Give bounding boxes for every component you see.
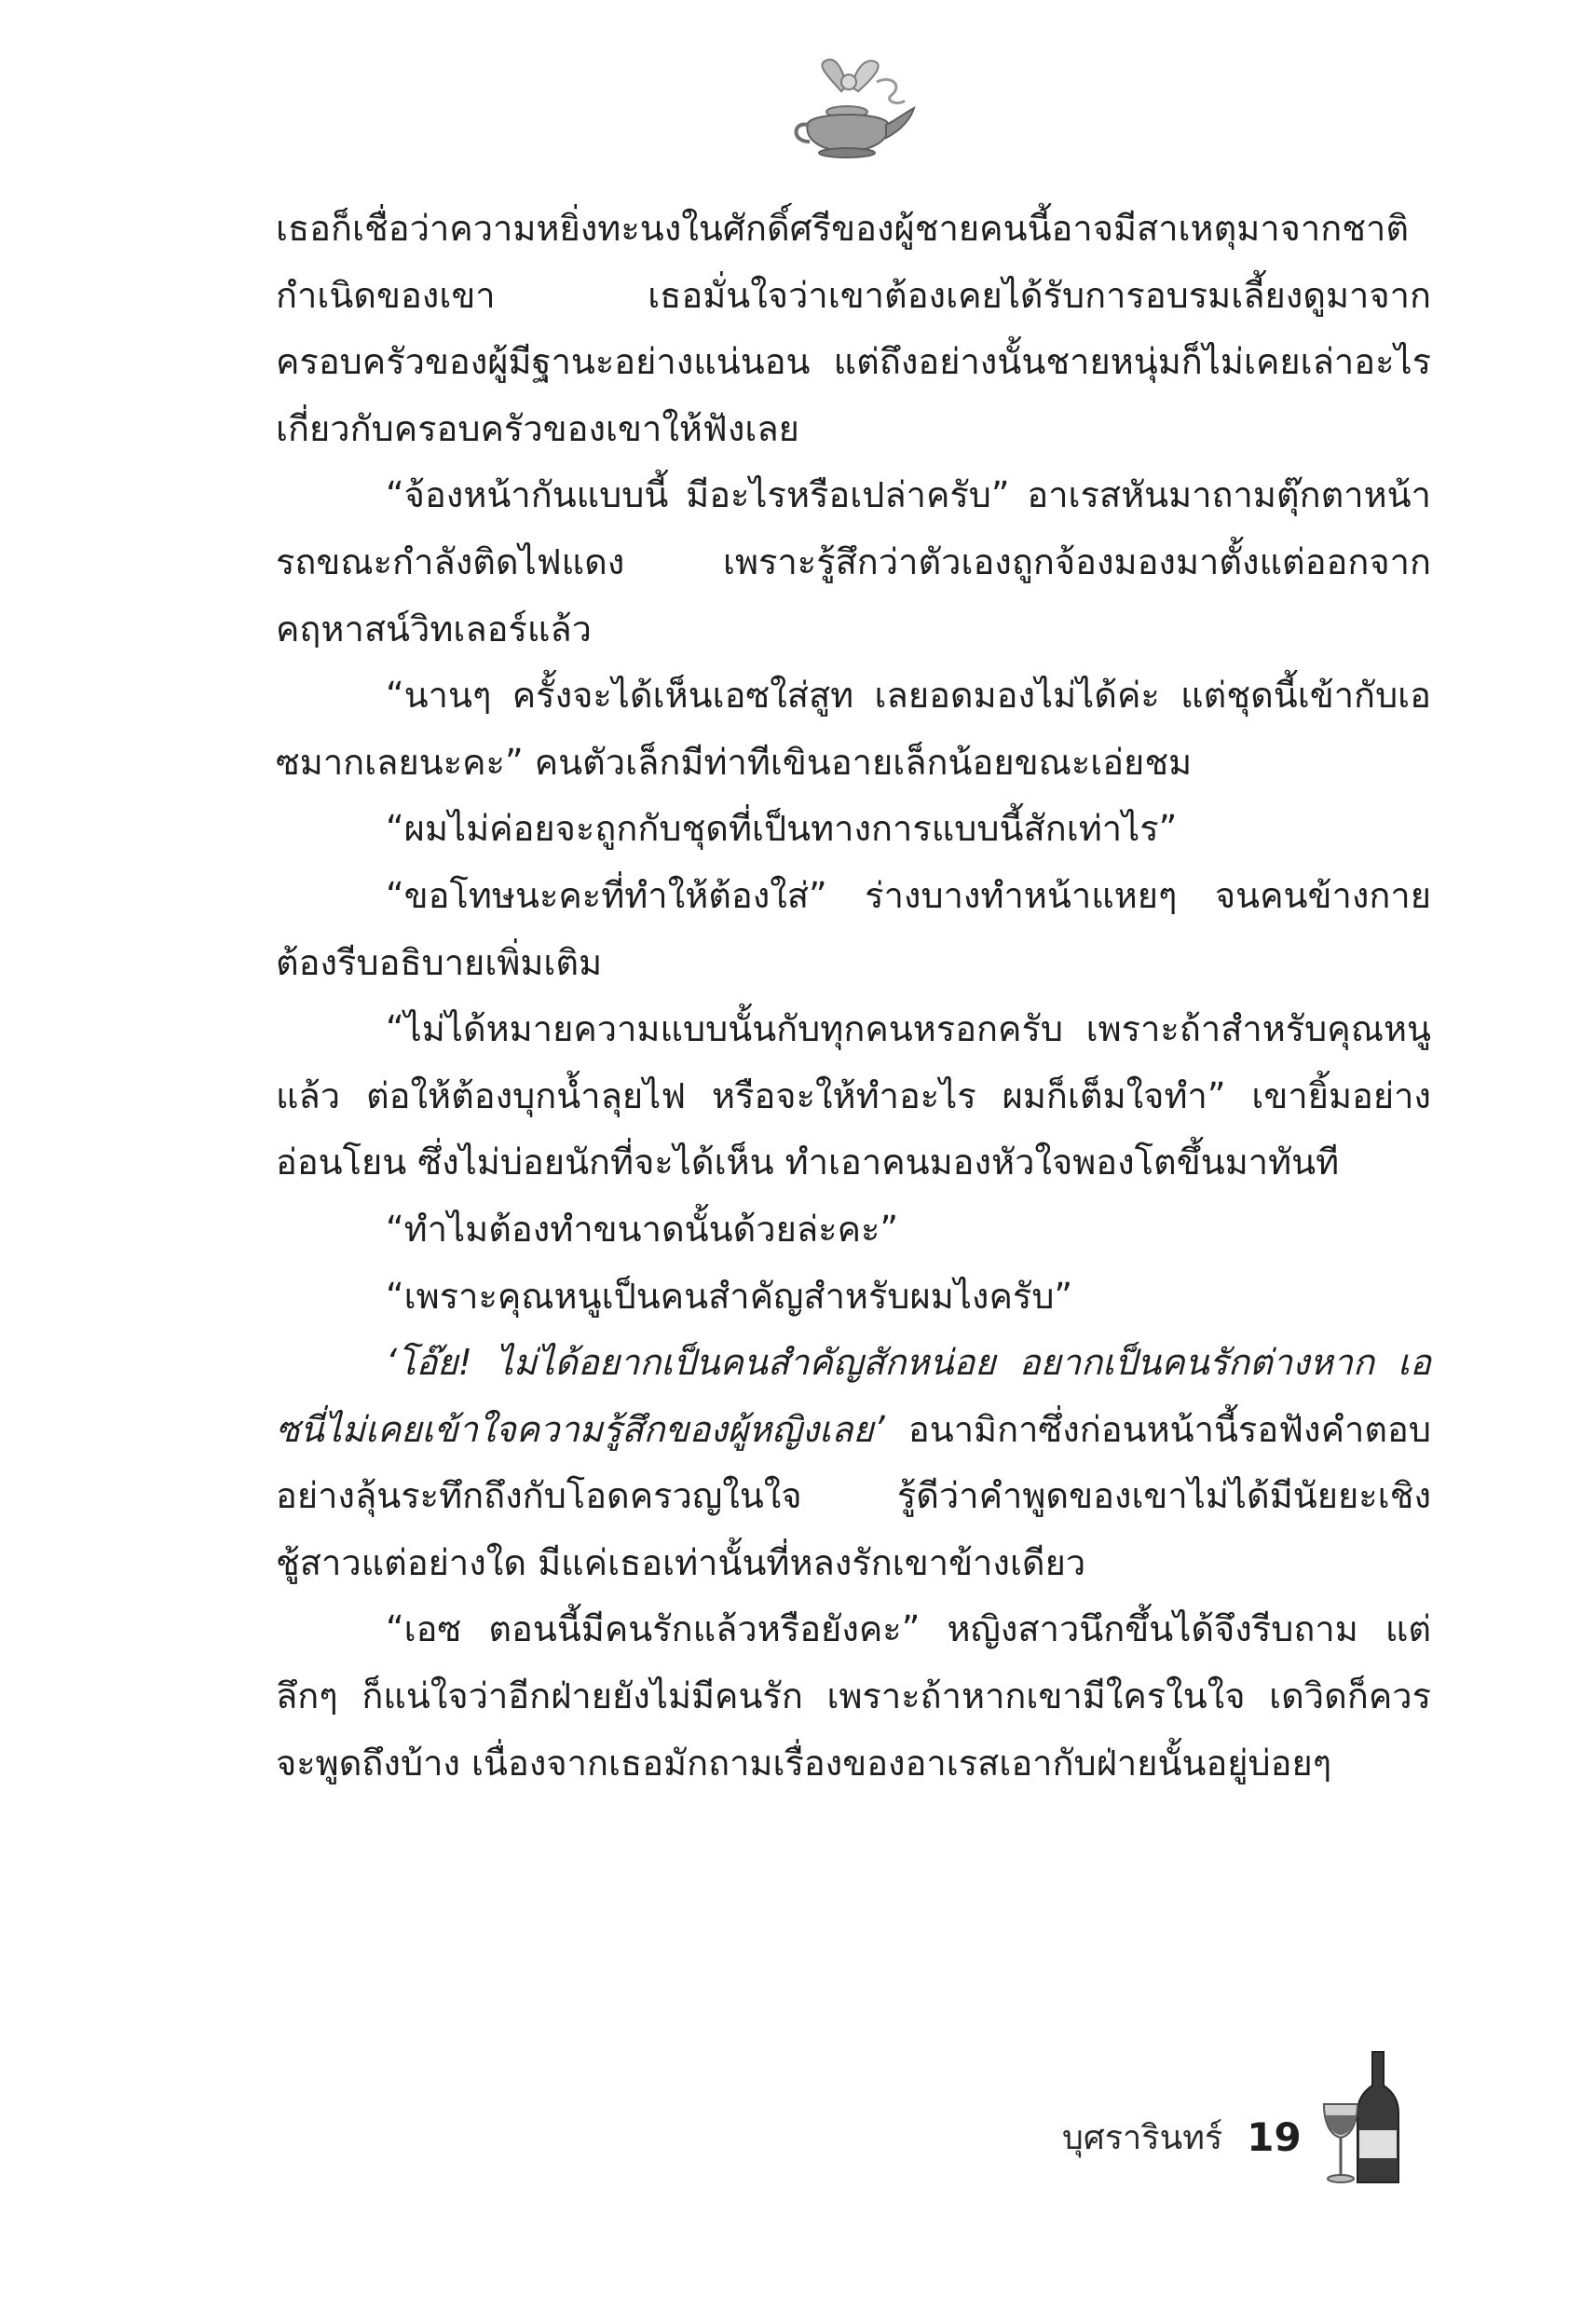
paragraph [276,1197,1431,1264]
paragraph [276,863,1431,996]
wine-bottle-glass-icon [1320,2048,1404,2188]
paragraph [276,663,1431,796]
paragraph-text: “เอซ ตอนนี้มีคนรักแล้วหรือยังคะ” หญิงสาวนึกขึ้นได้จึงรีบถาม แต่ลึกๆ ก็แน่ใจว่าอีกฝ่ายยังไม่มีคนรัก เพราะถ้าหากเขามีใครในใจ เดวิดก็ควรจะพูดถึงบ้าง เนื่องจากเธอมักถามเรื่องของอาเรสเอากับฝ่ายนั้นอยู่บ่อยๆ [276,1608,1431,1784]
italic-thought-text: ‘โอ๊ย! ไม่ได้อยากเป็นคนสำคัญสักหน่อย อยากเป็นคนรักต่างหาก เอซนี่ไม่เคยเข้าใจความรู้สึกของผู้หญิงเลย’ [276,1342,1431,1450]
paragraph-text: “ไม่ได้หมายความแบบนั้นกับทุกคนหรอกครับ เพราะถ้าสำหรับคุณหนูแล้ว ต่อให้ต้องบุกน้ำลุยไฟ หรือจะให้ทำอะไร ผมก็เต็มใจทำ” เขายิ้มอย่างอ่อนโยน ซึ่งไม่บ่อยนักที่จะได้เห็น ทำเอาคนมองหัวใจพองโตขึ้นมาทันที [276,1008,1431,1183]
paragraph [276,196,1431,462]
page-footer [1062,2095,1404,2179]
paragraph-text: อนามิกาซึ่งก่อนหน้านี้รอฟังคำตอบอย่างลุ้นระทึกถึงกับโอดครวญในใจ รู้ดีว่าคำพูดของเขาไม่ได้มีนัยยะเชิงชู้สาวแต่อย่างใด มีแค่เธอเท่านั้นที่หลงรักเขาข้างเดียว [276,1408,1431,1583]
paragraph [276,1596,1431,1797]
paragraph [276,462,1431,663]
paragraph [276,1330,1431,1596]
body-text [276,196,1431,1797]
paragraph-text: “ผมไม่ค่อยจะถูกกับชุดที่เป็นทางการแบบนี้สักเท่าไร” [386,808,1178,850]
paragraph-text: “ขอโทษนะคะที่ทำให้ต้องใส่” ร่างบางทำหน้าแหยๆ จนคนข้างกายต้องรีบอธิบายเพิ่มเติม [276,874,1431,983]
teapot-cherub-ornament-icon [787,54,918,164]
page-number: 19 [1247,2113,1302,2160]
paragraph [276,996,1431,1197]
paragraph-text: “เพราะคุณหนูเป็นคนสำคัญสำหรับผมไงครับ” [386,1275,1073,1317]
author-name: บุศรารินทร์ [1062,2118,1223,2157]
paragraph-text: “จ้องหน้ากันแบบนี้ มีอะไรหรือเปล่าครับ” อาเรสหันมาถามตุ๊กตาหน้ารถขณะกำลังติดไฟแดง เพราะรู้สึกว่าตัวเองถูกจ้องมองมาตั้งแต่ออกจากคฤหาสน์วิทเลอร์แล้ว [276,474,1431,650]
paragraph-text: เธอก็เชื่อว่าความหยิ่งทะนงในศักดิ์ศรีของผู้ชายคนนี้อาจมีสาเหตุมาจากชาติกำเนิดของเขา เธอมั่นใจว่าเขาต้องเคยได้รับการอบรมเลี้ยงดูมาจากครอบครัวของผู้มีฐานะอย่างแน่นอน แต่ถึงอย่างนั้นชายหนุ่มก็ไม่เคยเล่าอะไรเกี่ยวกับครอบครัวของเขาให้ฟังเลย [276,208,1431,449]
paragraph [276,1264,1431,1331]
paragraph-text: “ทำไมต้องทำขนาดนั้นด้วยล่ะคะ” [386,1208,899,1250]
paragraph [276,796,1431,863]
paragraph-text: “นานๆ ครั้งจะได้เห็นเอซใส่สูท เลยอดมองไม่ได้ค่ะ แต่ชุดนี้เข้ากับเอซมากเลยนะคะ” คนตัวเล็กมีท่าทีเขินอายเล็กน้อยขณะเอ่ยชม [276,675,1431,783]
